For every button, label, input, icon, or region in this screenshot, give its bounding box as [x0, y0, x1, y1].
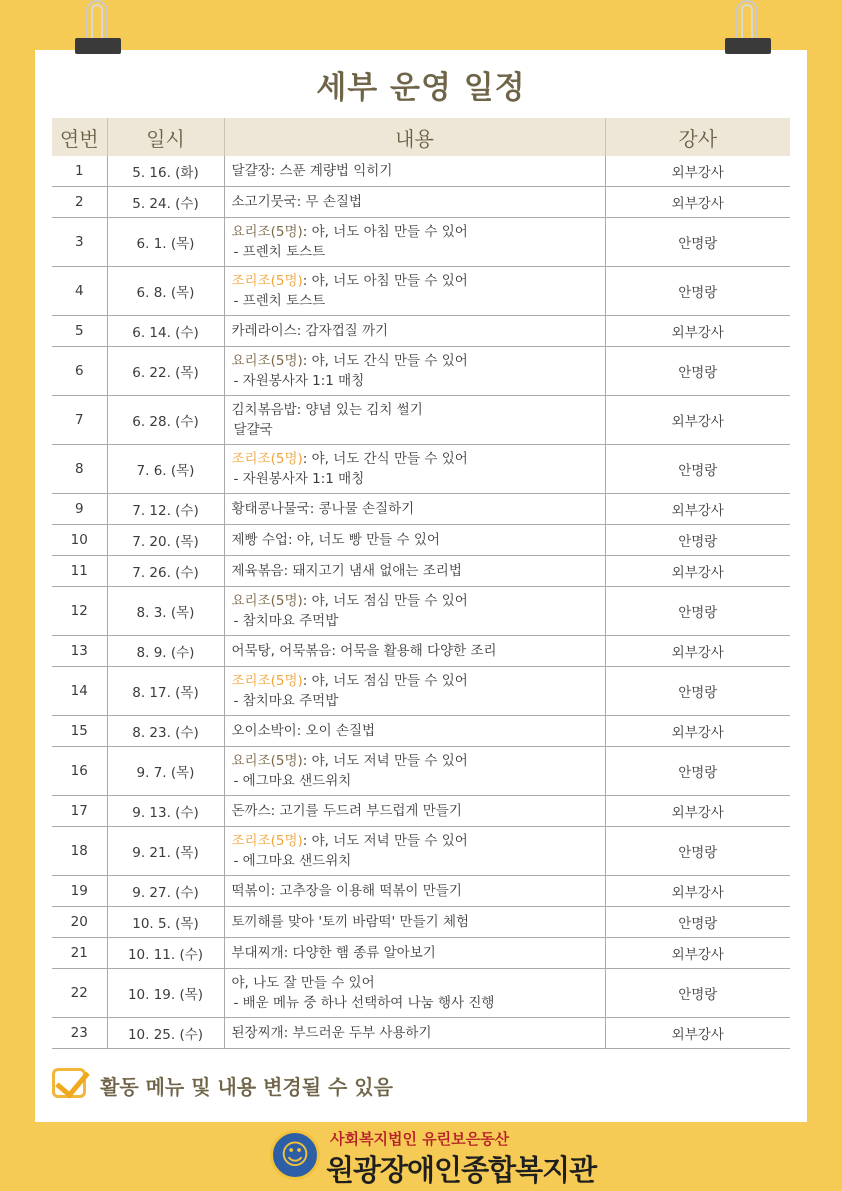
table-row [52, 636, 790, 667]
content-line [232, 1025, 432, 1041]
cell-no: 5 [52, 316, 107, 347]
cell-instructor: 외부강사 [605, 494, 790, 525]
table-row [52, 494, 790, 525]
table-row [52, 556, 790, 587]
cell-date: 5. 24. (수) [107, 187, 224, 218]
cell-instructor: 안명랑 [605, 747, 790, 796]
schedule-table [52, 118, 790, 1049]
cell-no: 23 [52, 1018, 107, 1049]
content-main-text: 된장찌개: 부드러운 두부 사용하기 [231, 1025, 432, 1041]
content-main-text: : 야, 너도 아침 만들 수 있어 [302, 224, 468, 240]
cell-no: 18 [52, 827, 107, 876]
table-row [52, 218, 790, 267]
cell-content [224, 494, 605, 525]
group-label: 요리조(5명) [231, 224, 303, 240]
content-main-text: 돈까스: 고기를 두드려 부드럽게 만들기 [231, 803, 462, 819]
cell-content [224, 156, 605, 187]
cell-no: 9 [52, 494, 107, 525]
content-main-text: 김치볶음밥: 양념 있는 김치 썰기 [231, 402, 423, 418]
cell-instructor: 외부강사 [605, 156, 790, 187]
content-sub-text: - 참치마요 주먹밥 [233, 613, 339, 629]
table-row [52, 347, 790, 396]
table-row [52, 969, 790, 1018]
cell-content [224, 969, 605, 1018]
cell-content [224, 556, 605, 587]
content-main-text: : 야, 너도 저녁 만들 수 있어 [302, 753, 468, 769]
cell-no: 17 [52, 796, 107, 827]
content-line [232, 353, 468, 369]
content-line [232, 833, 468, 849]
table-row [52, 396, 790, 445]
cell-date: 10. 5. (목) [107, 907, 224, 938]
cell-date: 7. 6. (목) [107, 445, 224, 494]
cell-instructor: 외부강사 [605, 938, 790, 969]
schedule-body [52, 156, 790, 1049]
content-line [232, 673, 468, 689]
cell-content [224, 667, 605, 716]
cell-date: 8. 9. (수) [107, 636, 224, 667]
cell-content [224, 796, 605, 827]
table-row [52, 1018, 790, 1049]
content-sub-text: - 프렌치 토스트 [233, 244, 326, 260]
cell-instructor: 안명랑 [605, 667, 790, 716]
cell-date: 10. 11. (수) [107, 938, 224, 969]
cell-no: 19 [52, 876, 107, 907]
content-line [232, 643, 497, 659]
binder-clip-right-icon [725, 0, 771, 56]
cell-instructor: 외부강사 [605, 316, 790, 347]
group-label: 요리조(5명) [231, 753, 303, 769]
content-main-text: 황태콩나물국: 콩나물 손질하기 [231, 501, 415, 517]
cell-content [224, 907, 605, 938]
table-row [52, 796, 790, 827]
cell-no: 3 [52, 218, 107, 267]
table-row [52, 938, 790, 969]
cell-no: 8 [52, 445, 107, 494]
table-row [52, 716, 790, 747]
group-label: 요리조(5명) [231, 593, 303, 609]
table-row [52, 587, 790, 636]
group-label: 조리조(5명) [231, 451, 303, 467]
content-main-text: : 야, 너도 간식 만들 수 있어 [302, 451, 468, 467]
binder-clip-left-icon [75, 0, 121, 56]
cell-content [224, 218, 605, 267]
content-line [232, 501, 415, 517]
cell-content [224, 827, 605, 876]
cell-date: 9. 7. (목) [107, 747, 224, 796]
content-main-text: 토끼해를 맞아 '토끼 바람떡' 만들기 체험 [231, 914, 470, 930]
cell-instructor: 안명랑 [605, 218, 790, 267]
cell-instructor: 외부강사 [605, 876, 790, 907]
content-main-text: : 야, 너도 점심 만들 수 있어 [302, 593, 468, 609]
content-line [232, 914, 470, 930]
content-line [232, 163, 393, 179]
cell-instructor: 안명랑 [605, 587, 790, 636]
cell-date: 6. 22. (목) [107, 347, 224, 396]
cell-instructor: 외부강사 [605, 1018, 790, 1049]
content-main-text: : 야, 너도 저녁 만들 수 있어 [302, 833, 468, 849]
content-main-text: 제육볶음: 돼지고기 냄새 없애는 조리법 [231, 563, 462, 579]
content-sub-text: 달걀국 [233, 422, 273, 438]
cell-no: 6 [52, 347, 107, 396]
cell-content [224, 938, 605, 969]
cell-content [224, 587, 605, 636]
cell-no: 20 [52, 907, 107, 938]
cell-no: 12 [52, 587, 107, 636]
content-sub-text: - 참치마요 주먹밥 [233, 693, 339, 709]
group-label: 조리조(5명) [231, 273, 303, 289]
table-row [52, 747, 790, 796]
content-main-text: 오이소박이: 오이 손질법 [231, 723, 376, 739]
cell-content [224, 316, 605, 347]
column-header-content: 내용 [224, 118, 605, 156]
content-line [232, 753, 468, 769]
content-line [232, 723, 376, 739]
cell-instructor: 외부강사 [605, 796, 790, 827]
cell-content [224, 876, 605, 907]
content-main-text: 떡볶이: 고추장을 이용해 떡볶이 만들기 [231, 883, 462, 899]
table-row [52, 156, 790, 187]
cell-content [224, 525, 605, 556]
cell-no: 21 [52, 938, 107, 969]
table-row [52, 876, 790, 907]
content-line [232, 803, 462, 819]
organization-name: 원광장애인종합복지관 [326, 1153, 597, 1187]
group-label: 조리조(5명) [231, 833, 303, 849]
cell-no: 2 [52, 187, 107, 218]
cell-date: 10. 25. (수) [107, 1018, 224, 1049]
content-main-text: : 야, 너도 점심 만들 수 있어 [302, 673, 468, 689]
change-notice [52, 1066, 552, 1102]
cell-no: 7 [52, 396, 107, 445]
cell-content [224, 267, 605, 316]
cell-no: 4 [52, 267, 107, 316]
cell-content [224, 747, 605, 796]
column-header-no: 연번 [52, 118, 107, 156]
group-label: 조리조(5명) [231, 673, 303, 689]
cell-instructor: 외부강사 [605, 716, 790, 747]
content-sub-text: - 에그마요 샌드위치 [233, 773, 352, 789]
cell-date: 8. 17. (목) [107, 667, 224, 716]
cell-instructor: 외부강사 [605, 556, 790, 587]
content-line [232, 945, 436, 961]
cell-instructor: 안명랑 [605, 445, 790, 494]
cell-date: 10. 19. (목) [107, 969, 224, 1018]
content-line [232, 532, 440, 548]
content-sub-text: - 프렌치 토스트 [233, 293, 326, 309]
cell-content [224, 187, 605, 218]
content-sub-text: - 에그마요 샌드위치 [233, 853, 352, 869]
cell-content [224, 716, 605, 747]
content-sub-text: - 배운 메뉴 중 하나 선택하여 나눔 행사 진행 [233, 995, 495, 1011]
content-line [232, 451, 468, 467]
cell-no: 14 [52, 667, 107, 716]
cell-date: 5. 16. (화) [107, 156, 224, 187]
content-line [232, 402, 423, 418]
content-line [232, 593, 468, 609]
content-main-text: 어묵탕, 어묵볶음: 어묵을 활용해 다양한 조리 [231, 643, 497, 659]
cell-instructor: 안명랑 [605, 525, 790, 556]
cell-content [224, 445, 605, 494]
table-row [52, 267, 790, 316]
cell-instructor: 외부강사 [605, 636, 790, 667]
content-main-text: 야, 나도 잘 만들 수 있어 [231, 975, 375, 991]
content-main-text: : 야, 너도 간식 만들 수 있어 [302, 353, 468, 369]
cell-date: 6. 8. (목) [107, 267, 224, 316]
cell-content [224, 1018, 605, 1049]
cell-instructor: 외부강사 [605, 396, 790, 445]
cell-date: 8. 23. (수) [107, 716, 224, 747]
cell-date: 7. 26. (수) [107, 556, 224, 587]
page-title: 세부 운영 일정 [316, 70, 526, 106]
notice-text: 활동 메뉴 및 내용 변경될 수 있음 [100, 1075, 393, 1099]
content-line [232, 273, 468, 289]
content-sub-text: - 자원봉사자 1:1 매칭 [233, 471, 365, 487]
cell-instructor: 외부강사 [605, 187, 790, 218]
cell-date: 8. 3. (목) [107, 587, 224, 636]
table-row [52, 907, 790, 938]
content-main-text: 부대찌개: 다양한 햄 종류 알아보기 [231, 945, 436, 961]
cell-date: 9. 13. (수) [107, 796, 224, 827]
column-header-instructor: 강사 [605, 118, 790, 156]
cell-no: 22 [52, 969, 107, 1018]
cell-instructor: 안명랑 [605, 827, 790, 876]
table-row [52, 445, 790, 494]
cell-date: 7. 12. (수) [107, 494, 224, 525]
content-line [232, 975, 375, 991]
cell-content [224, 347, 605, 396]
group-label: 요리조(5명) [231, 353, 303, 369]
content-line [232, 224, 468, 240]
cell-instructor: 안명랑 [605, 969, 790, 1018]
cell-date: 9. 27. (수) [107, 876, 224, 907]
content-line [232, 883, 462, 899]
content-main-text: 제빵 수업: 야, 너도 빵 만들 수 있어 [231, 532, 440, 548]
cell-no: 15 [52, 716, 107, 747]
cell-instructor: 안명랑 [605, 347, 790, 396]
footer-organization [270, 1128, 610, 1186]
cell-no: 13 [52, 636, 107, 667]
content-line [232, 563, 462, 579]
content-line [232, 323, 389, 339]
cell-date: 9. 21. (목) [107, 827, 224, 876]
content-line [232, 194, 363, 210]
checkbox-icon [52, 1068, 86, 1098]
cell-no: 1 [52, 156, 107, 187]
cell-instructor: 안명랑 [605, 907, 790, 938]
table-row [52, 827, 790, 876]
cell-content [224, 396, 605, 445]
content-main-text: 카레라이스: 감자껍질 까기 [231, 323, 389, 339]
cell-date: 7. 20. (목) [107, 525, 224, 556]
cell-content [224, 636, 605, 667]
column-header-date: 일시 [107, 118, 224, 156]
content-sub-text: - 자원봉사자 1:1 매칭 [233, 373, 365, 389]
table-row [52, 316, 790, 347]
organization-subtitle: 사회복지법인 유린보은동산 [330, 1130, 510, 1148]
content-main-text: 달걀장: 스푼 계량법 익히기 [231, 163, 393, 179]
cell-no: 16 [52, 747, 107, 796]
content-main-text: : 야, 너도 아침 만들 수 있어 [302, 273, 468, 289]
content-main-text: 소고기뭇국: 무 손질법 [231, 194, 362, 210]
organization-logo-icon: ☺ [270, 1130, 320, 1180]
cell-date: 6. 14. (수) [107, 316, 224, 347]
cell-date: 6. 28. (수) [107, 396, 224, 445]
cell-date: 6. 1. (목) [107, 218, 224, 267]
table-row [52, 525, 790, 556]
table-row [52, 667, 790, 716]
cell-no: 11 [52, 556, 107, 587]
cell-instructor: 안명랑 [605, 267, 790, 316]
table-header-row [52, 118, 790, 156]
cell-no: 10 [52, 525, 107, 556]
table-row [52, 187, 790, 218]
